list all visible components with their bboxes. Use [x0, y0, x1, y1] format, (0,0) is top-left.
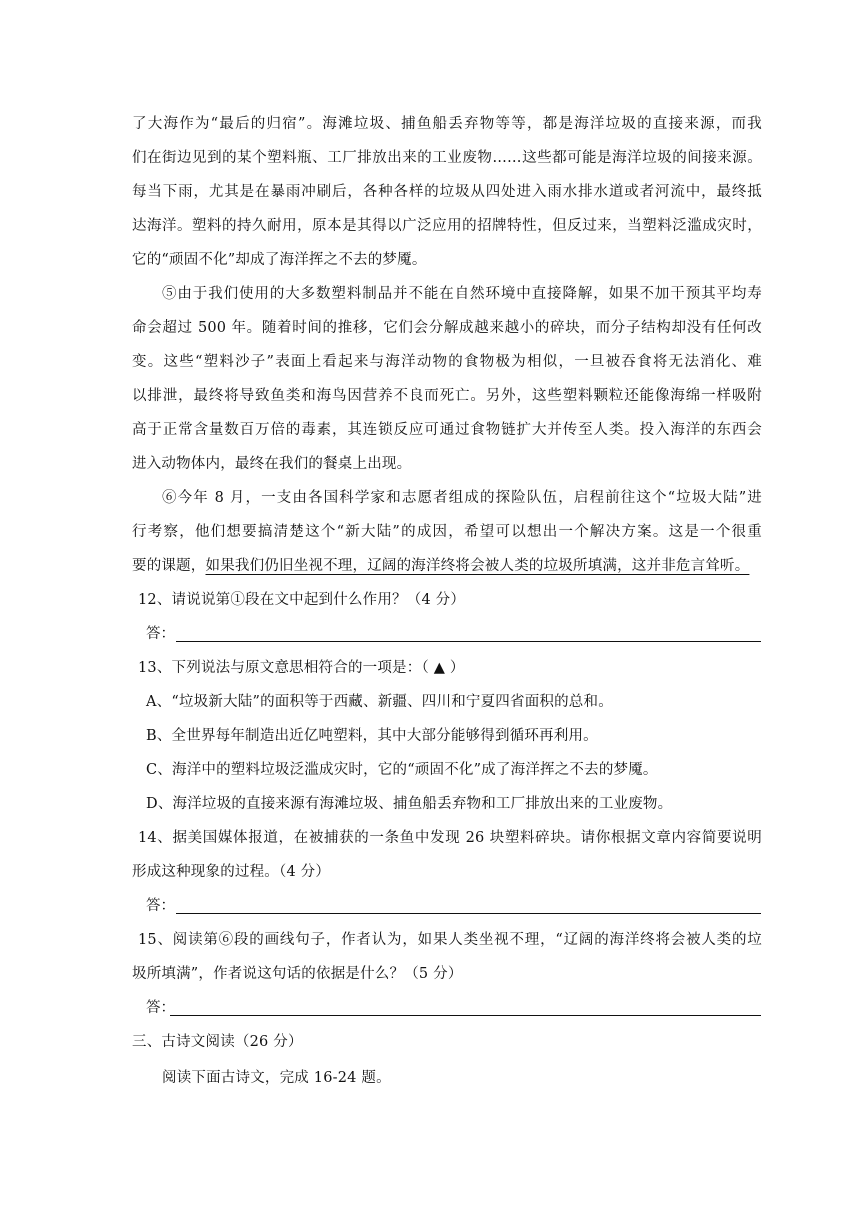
passage-line: 了大海作为“最后的归宿”。海滩垃圾、捕鱼船丢弃物等等，都是海洋垃圾的直接来源，而我 — [132, 116, 762, 132]
section-instruction: 阅读下面古诗文，完成 16-24 题。 — [162, 1070, 391, 1086]
option-c: C、海洋中的塑料垃圾泛滥成灾时，它的“顽固不化”成了海洋挥之不去的梦魇。 — [146, 762, 658, 778]
question-15: 15、阅读第⑥段的画线句子，作者认为，如果人类坐视不理，“辽阔的海洋终将会被人类的垃 — [138, 932, 762, 948]
option-a: A、“垃圾新大陆”的面积等于西藏、新疆、四川和宁夏四省面积的总和。 — [146, 694, 613, 710]
passage-text: 要的课题， — [132, 558, 206, 574]
passage-line: 每当下雨，尤其是在暴雨冲刷后，各种各样的垃圾从四处进入雨水排水道或者河流中，最终抵 — [132, 184, 762, 200]
question-13: 13、下列说法与原文意思相符合的一项是：（ ▲ ） — [138, 660, 465, 676]
section-heading: 三、古诗文阅读（26 分） — [132, 1034, 303, 1050]
answer-label: 答： — [146, 898, 175, 914]
passage-line: 以排泄，最终将导致鱼类和海鸟因营养不良而死亡。另外，这些塑料颗粒还能像海绵一样吸附 — [132, 388, 762, 404]
answer-line[interactable] — [176, 913, 761, 914]
passage-line: 它的“顽固不化”却成了海洋挥之不去的梦魇。 — [132, 252, 427, 268]
passage-line — [132, 556, 749, 576]
option-b: B、全世界每年制造出近亿吨塑料，其中大部分能够得到循环再利用。 — [146, 728, 598, 744]
passage-line: ⑤由于我们使用的大多数塑料制品并不能在自然环境中直接降解，如果不加干预其平均寿 — [162, 286, 762, 302]
passage-line: 们在街边见到的某个塑料瓶、工厂排放出来的工业废物……这些都可能是海洋垃圾的间接来源。 — [132, 150, 762, 166]
passage-line: 进入动物体内，最终在我们的餐桌上出现。 — [132, 456, 412, 472]
question-12: 12、请说说第①段在文中起到什么作用？（4 分） — [138, 592, 466, 608]
answer-label: 答： — [146, 626, 175, 642]
question-14: 14、据美国媒体报道，在被捕获的一条鱼中发现 26 块塑料碎块。请你根据文章内容简要说明 — [138, 830, 762, 846]
answer-label: 答： — [146, 1000, 175, 1016]
underlined-sentence: 如果我们仍旧坐视不理，辽阔的海洋终将会被人类的垃圾所填满，这并非危言耸听。 — [205, 558, 750, 574]
answer-line[interactable] — [170, 1015, 761, 1016]
passage-line: 达海洋。塑料的持久耐用，原本是其得以广泛应用的招牌特性，但反过来，当塑料泛滥成灾时， — [132, 218, 762, 234]
passage-line: 变。这些“塑料沙子”表面上看起来与海洋动物的食物极为相似，一旦被吞食将无法消化、难 — [132, 354, 762, 370]
passage-line: 行考察，他们想要搞清楚这个“新大陆”的成因，希望可以想出一个解决方案。这是一个很重 — [132, 524, 762, 540]
passage-line: 高于正常含量数百万倍的毒素，其连锁反应可通过食物链扩大并传至人类。投入海洋的东西会 — [132, 422, 762, 438]
question-15-cont: 圾所填满”，作者说这句话的依据是什么？（5 分） — [132, 966, 463, 982]
option-d: D、海洋垃圾的直接来源有海滩垃圾、捕鱼船丢弃物和工厂排放出来的工业废物。 — [146, 796, 673, 812]
question-14-cont: 形成这种现象的过程。（4 分） — [132, 864, 331, 880]
answer-row-12 — [146, 624, 762, 644]
answer-line[interactable] — [176, 641, 761, 642]
answer-row-14 — [146, 896, 762, 916]
passage-line: ⑥今年 8 月，一支由各国科学家和志愿者组成的探险队伍，启程前往这个“垃圾大陆”进 — [162, 490, 762, 506]
passage-line: 命会超过 500 年。随着时间的推移，它们会分解成越来越小的碎块，而分子结构却没有任何改 — [132, 320, 762, 336]
answer-row-15 — [146, 998, 762, 1018]
